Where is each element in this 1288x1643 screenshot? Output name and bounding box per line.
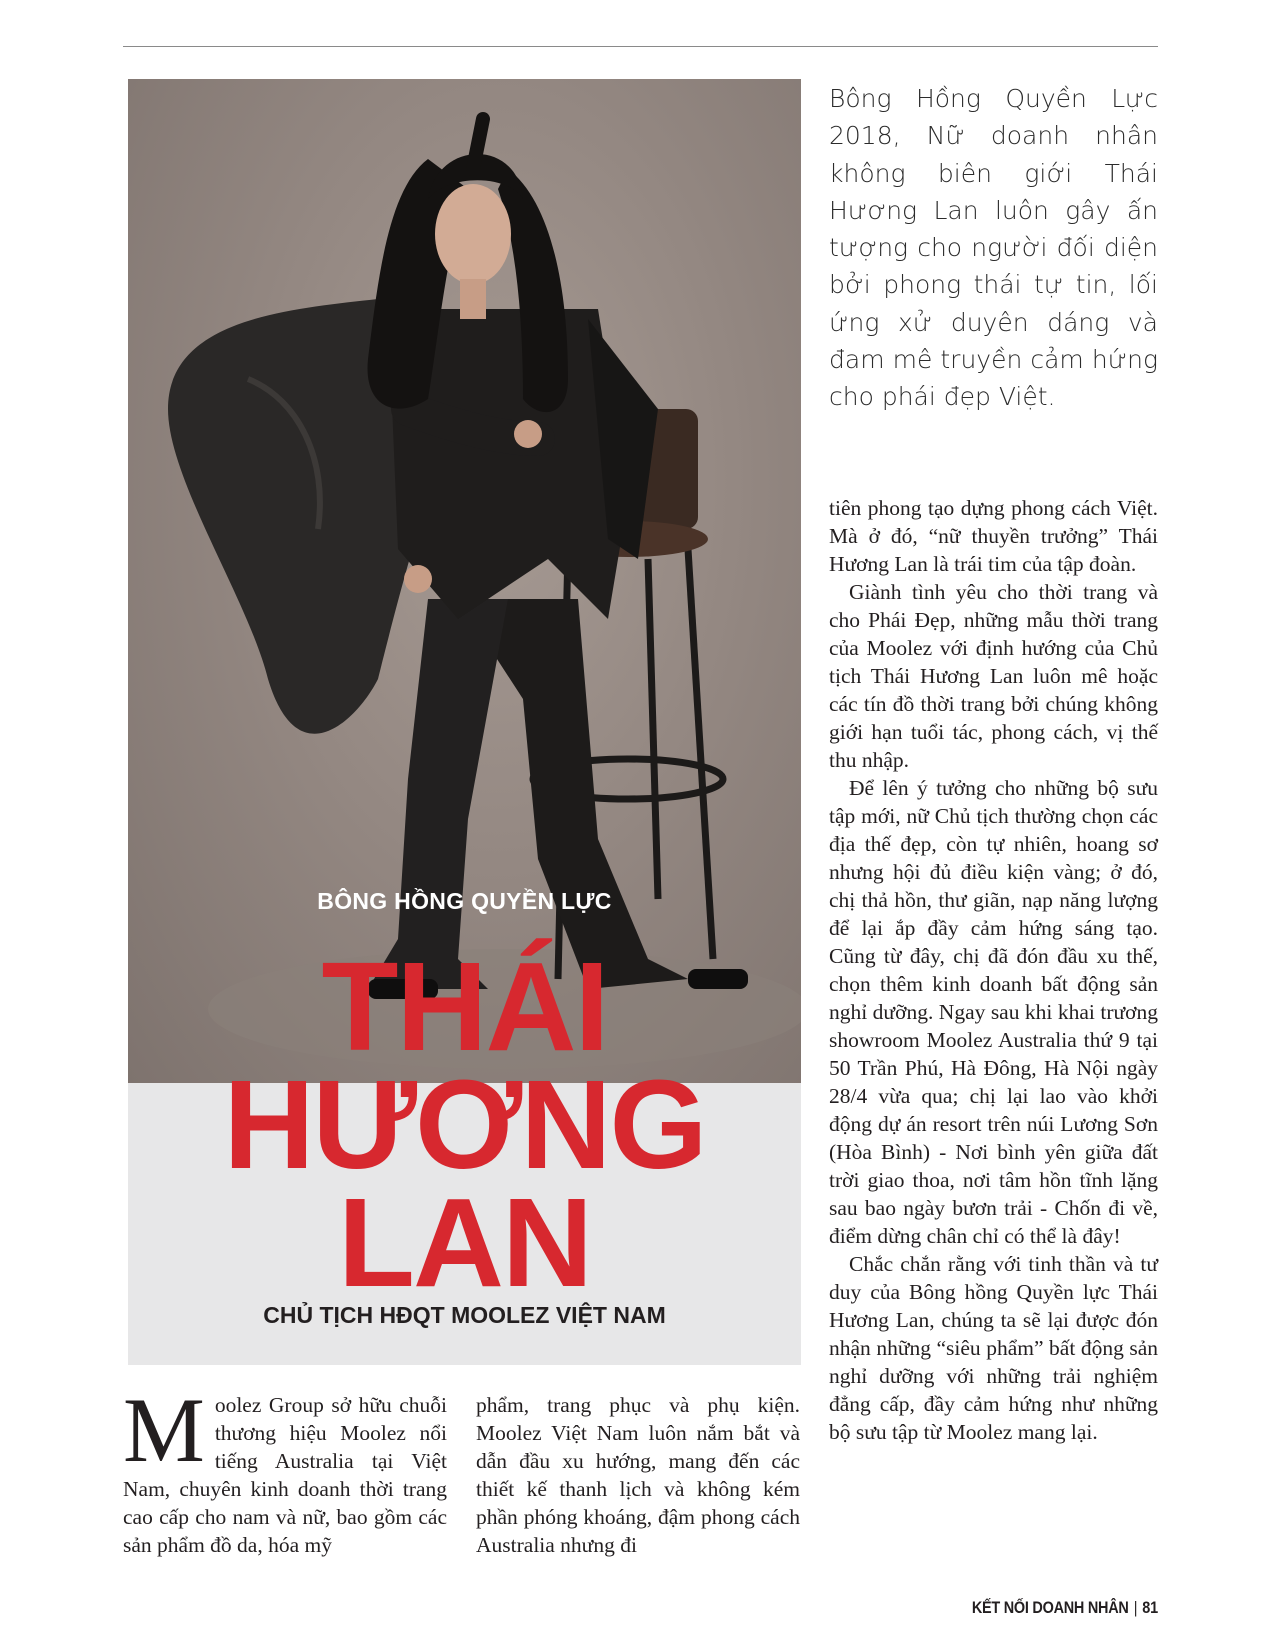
body-paragraph: Chắc chắn rằng với tinh thần và tư duy của Bông hồng Quyền lực Thái Hương Lan, chúng ta sẽ lại được đón nhận những “siêu phẩm” bất động sản nghỉ dưỡng với những trải nghiệm đẳng cấp, đầy cảm hứng như những bộ sưu tập từ Moolez mang lại.	[829, 1252, 1158, 1444]
headline-name-line-1: THÁI	[321, 936, 608, 1077]
top-rule	[123, 46, 1158, 47]
footer-separator: |	[1133, 1598, 1138, 1617]
portrait-photo	[128, 79, 801, 1083]
middle-column	[476, 1391, 800, 1559]
drop-cap: M	[123, 1379, 205, 1481]
headline-name-line-3: LAN	[338, 1172, 591, 1313]
lead-paragraph: Bông Hồng Quyền Lực 2018, Nữ doanh nhân không biên giới Thái Hương Lan luôn gây ấn tượng cho người đối diện bởi phong thái tự tin, lối ứng xử duyên dáng và đam mê truyền cảm hứng cho phái đẹp Việt.	[829, 84, 1158, 412]
body-paragraph: Để lên ý tưởng cho những bộ sưu tập mới, nữ Chủ tịch thường chọn các địa thế đẹp, còn tự nhiên, hoang sơ nhưng hội đủ điều kiện vàng; ở đó, chị thả hồn, thư giãn, nạp năng lượng để lại ắp đầy cảm hứng sáng tạo. Cũng từ đây, chị đã đón đầu xu thế, chọn thêm kinh doanh bất động sản nghỉ dưỡng. Ngay sau khi khai trương showroom Moolez Australia thứ 9 tại 50 Trần Phú, Hà Đông, Hà Nội ngày 28/4 vừa qua; chị lại lao vào khởi động dự án resort trên núi Lương Sơn (Hòa Bình) - Nơi bình yên giữa đất trời giao thoa, nơi tâm hồn tĩnh lặng sau bao ngày bươn trải - Chốn đi về, điểm dừng chân chỉ có thể là đây!	[829, 776, 1158, 1248]
body-paragraph: tiên phong tạo dựng phong cách Việt. Mà ở đó, “nữ thuyền trưởng” Thái Hương Lan là trái tim của tập đoàn.	[829, 496, 1158, 576]
page-number: 81	[1142, 1598, 1158, 1617]
body-paragraph: Giành tình yêu cho thời trang và cho Phái Đẹp, những mẫu thời trang của Moolez với định hướng của Chủ tịch Thái Hương Lan luôn mê hoặc các tín đồ thời trang bởi chúng không giới hạn tuổi tác, phong cách, vị thế thu nhập.	[829, 580, 1158, 772]
portrait-illustration	[128, 79, 801, 1083]
magazine-name: KẾT NỐI DOANH NHÂN	[971, 1598, 1129, 1617]
kicker-label: BÔNG HỒNG QUYỀN LỰC	[317, 888, 612, 914]
page-footer	[972, 1598, 1158, 1618]
left-column	[123, 1379, 447, 1559]
intro-text: oolez Group sở hữu chuỗi thương hiệu Moolez nổi tiếng Australia tại Việt Nam, chuyên kinh doanh thời trang cao cấp cho nam và nữ, bao gồm các sản phẩm đồ da, hóa mỹ	[123, 1393, 447, 1557]
intro-paragraph	[123, 1379, 447, 1559]
right-column	[829, 494, 1158, 1446]
headline-subtitle: CHỦ TỊCH HĐQT MOOLEZ VIỆT NAM	[263, 1302, 666, 1328]
body-paragraph: phẩm, trang phục và phụ kiện. Moolez Việt Nam luôn nắm bắt và dẫn đầu xu hướng, mang đến các thiết kế thanh lịch và không kém phần phóng khoáng, đậm phong cách Australia nhưng đi	[476, 1393, 800, 1557]
headline-name-line-2: HƯƠNG	[223, 1054, 706, 1195]
